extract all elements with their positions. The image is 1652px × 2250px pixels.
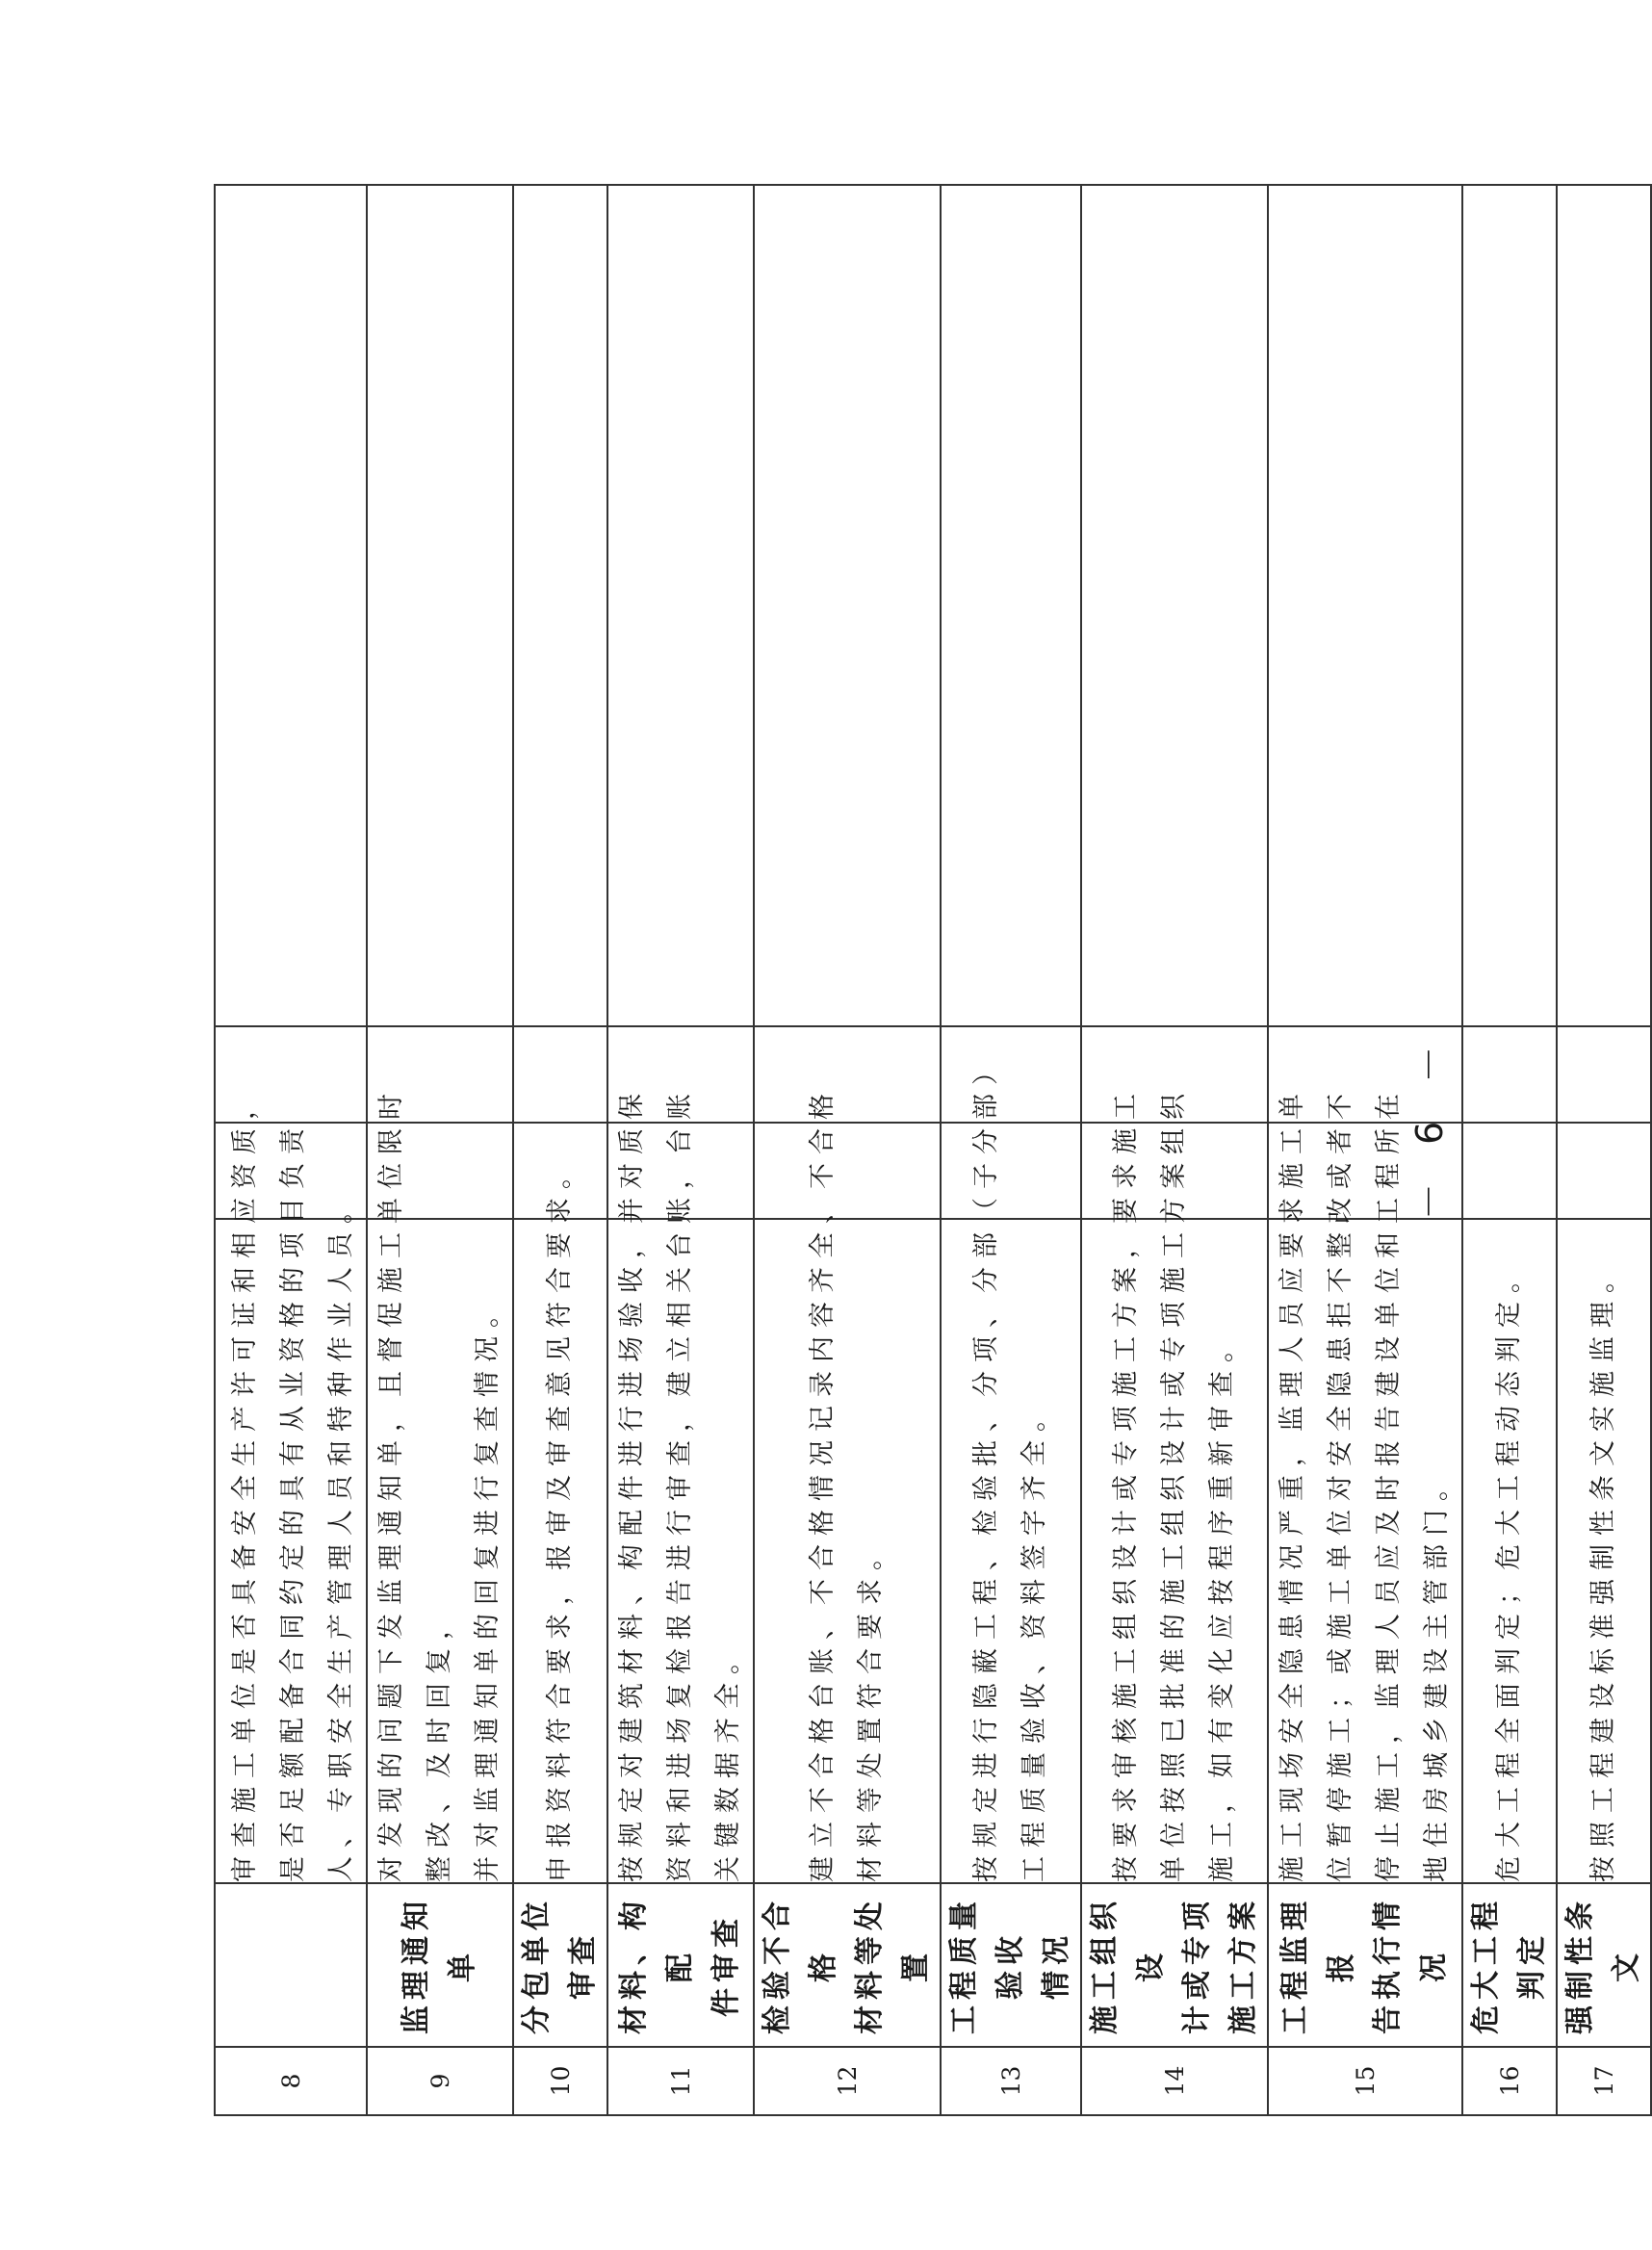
check-item-line: 强制性条文 xyxy=(1563,1896,1643,2034)
table-row xyxy=(513,185,607,2115)
row-number: 12 xyxy=(754,2047,941,2115)
check-content-line: 人、专职安全生产管理人员和特种作业人员。 xyxy=(326,1189,356,1882)
row-number: 16 xyxy=(1462,2047,1557,2115)
check-item xyxy=(1268,1883,1462,2047)
result-cell-b xyxy=(1462,1026,1557,1123)
check-item-line: 施工方案 xyxy=(1226,1896,1260,2034)
result-cell-a xyxy=(941,1123,1081,1219)
check-item-line: 监理通知单 xyxy=(400,1896,479,2034)
check-item xyxy=(215,1883,367,2047)
notes-cell xyxy=(367,185,513,1026)
check-item xyxy=(1081,1883,1268,2047)
check-content-line: 施工，如有变化应按程序重新审查。 xyxy=(1207,1328,1237,1882)
check-content-line: 单位按照已批准的施工组织设计或专项施工方案组织 xyxy=(1159,1085,1189,1882)
table-row xyxy=(215,185,367,2115)
check-content xyxy=(941,1050,1081,1883)
check-content-line: 对发现的问题下发监理通知单，且督促施工单位限时 xyxy=(376,1085,406,1882)
check-content-line: 关键数据齐全。 xyxy=(713,1640,743,1882)
check-item-line: 材料、构配 xyxy=(617,1896,697,2034)
check-item-line: 情况 xyxy=(1040,1930,1073,2000)
check-item-line: 工程监理报 xyxy=(1278,1896,1358,2034)
result-cell-b xyxy=(941,1026,1081,1123)
page-number: － 6 － xyxy=(1408,1032,1451,1220)
result-cell-b xyxy=(513,1026,607,1123)
check-item-line: 件审查 xyxy=(710,1913,743,2017)
result-cell-a xyxy=(754,1123,941,1219)
check-content xyxy=(1081,1085,1268,1883)
check-content xyxy=(215,1085,367,1883)
notes-cell xyxy=(1081,185,1268,1026)
check-item xyxy=(607,1883,754,2047)
row-number: 10 xyxy=(513,2047,607,2115)
check-content xyxy=(1268,1085,1462,1883)
table-row xyxy=(1557,185,1651,2115)
row-number: 14 xyxy=(1081,2047,1268,2115)
check-item-line: 告执行情况 xyxy=(1371,1896,1451,2034)
check-item xyxy=(367,1883,513,2047)
notes-cell xyxy=(607,185,754,1026)
check-content-line: 按规定对建筑材料、构配件进行进场验收，并对质保 xyxy=(617,1085,647,1882)
check-content-line: 是否足额配备合同约定的具有从业资格的项目负责 xyxy=(278,1120,308,1882)
notes-cell xyxy=(1557,185,1651,1026)
check-item xyxy=(513,1883,607,2047)
check-content-line: 停止施工，监理人员应及时报告建设单位和工程所在 xyxy=(1374,1085,1404,1882)
check-item xyxy=(754,1883,941,2047)
notes-cell xyxy=(513,185,607,1026)
check-content xyxy=(607,1085,754,1883)
check-content xyxy=(513,1154,607,1883)
check-content-line: 整改、及时回复， xyxy=(425,1605,454,1882)
check-content-line: 按要求审核施工组织设计或专项施工方案，要求施工 xyxy=(1111,1085,1141,1882)
table-row xyxy=(941,185,1081,2115)
check-content xyxy=(1557,1219,1651,1883)
check-content xyxy=(754,1085,941,1883)
check-item-line: 分包单位 xyxy=(520,1896,554,2034)
check-content xyxy=(367,1085,513,1883)
check-content-line: 材料等处置符合要求。 xyxy=(856,1536,886,1882)
check-item xyxy=(1557,1883,1651,2047)
check-item-line: 审查 xyxy=(566,1930,600,2000)
notes-cell xyxy=(1268,185,1462,1026)
check-item-line: 检验不合格 xyxy=(761,1896,840,2034)
table-row xyxy=(1081,185,1268,2115)
notes-cell xyxy=(941,185,1081,1026)
result-cell-a xyxy=(1557,1123,1651,1219)
check-content-line: 地住房城乡建设主管部门。 xyxy=(1422,1466,1452,1882)
row-number: 17 xyxy=(1557,2047,1651,2115)
result-cell-a xyxy=(1462,1123,1557,1219)
check-item-line: 计或专项 xyxy=(1180,1896,1214,2034)
check-content-line: 工程质量验收、资料签字齐全。 xyxy=(1020,1397,1049,1882)
notes-cell xyxy=(1462,185,1557,1026)
check-content-line: 施工现场安全隐患情况严重，监理人员应要求施工单 xyxy=(1278,1085,1307,1882)
result-cell-b xyxy=(754,1026,941,1123)
table-row xyxy=(607,185,754,2115)
check-item-line: 判定 xyxy=(1515,1930,1549,2000)
notes-cell xyxy=(215,185,367,1026)
table-row xyxy=(754,185,941,2115)
row-number: 13 xyxy=(941,2047,1081,2115)
check-item-line: 验收 xyxy=(994,1930,1027,2000)
table-row xyxy=(367,185,513,2115)
check-content-line: 危大工程全面判定；危大工程动态判定。 xyxy=(1494,1258,1524,1882)
row-number: 9 xyxy=(367,2047,513,2115)
check-content-line: 审查施工单位是否具备安全生产许可证和相应资质， xyxy=(230,1085,260,1882)
check-content-line: 并对监理通知单的回复进行复查情况。 xyxy=(473,1293,503,1882)
row-number: 15 xyxy=(1268,2047,1462,2115)
check-item-line: 材料等处置 xyxy=(853,1896,933,2034)
check-content-line: 位暂停施工；或施工单位对安全隐患拒不整改或者不 xyxy=(1326,1085,1355,1882)
check-content xyxy=(1462,1219,1557,1883)
check-item xyxy=(1462,1883,1557,2047)
check-item-line: 工程质量 xyxy=(947,1896,981,2034)
row-number: 8 xyxy=(215,2047,367,2115)
check-item-line: 危大工程 xyxy=(1469,1896,1503,2034)
table-row xyxy=(1462,185,1557,2115)
check-content-line: 申报资料符合要求，报审及审查意见符合要求。 xyxy=(545,1154,575,1882)
result-cell-b xyxy=(1557,1026,1651,1123)
check-item-line: 施工组织设 xyxy=(1088,1896,1168,2034)
check-item xyxy=(941,1883,1081,2047)
check-content-line: 建立不合格台账、不合格情况记录内容齐全、不合格 xyxy=(808,1085,838,1882)
check-content-line: 按规定进行隐蔽工程、检验批、分项、分部（子分部） xyxy=(971,1050,1001,1882)
notes-cell xyxy=(754,185,941,1026)
row-number: 11 xyxy=(607,2047,754,2115)
check-content-line: 资料和进场复检报告进行审查，建立相关台账，台账 xyxy=(665,1085,695,1882)
check-content-line: 按照工程建设标准强制性条文实施监理。 xyxy=(1588,1258,1618,1882)
